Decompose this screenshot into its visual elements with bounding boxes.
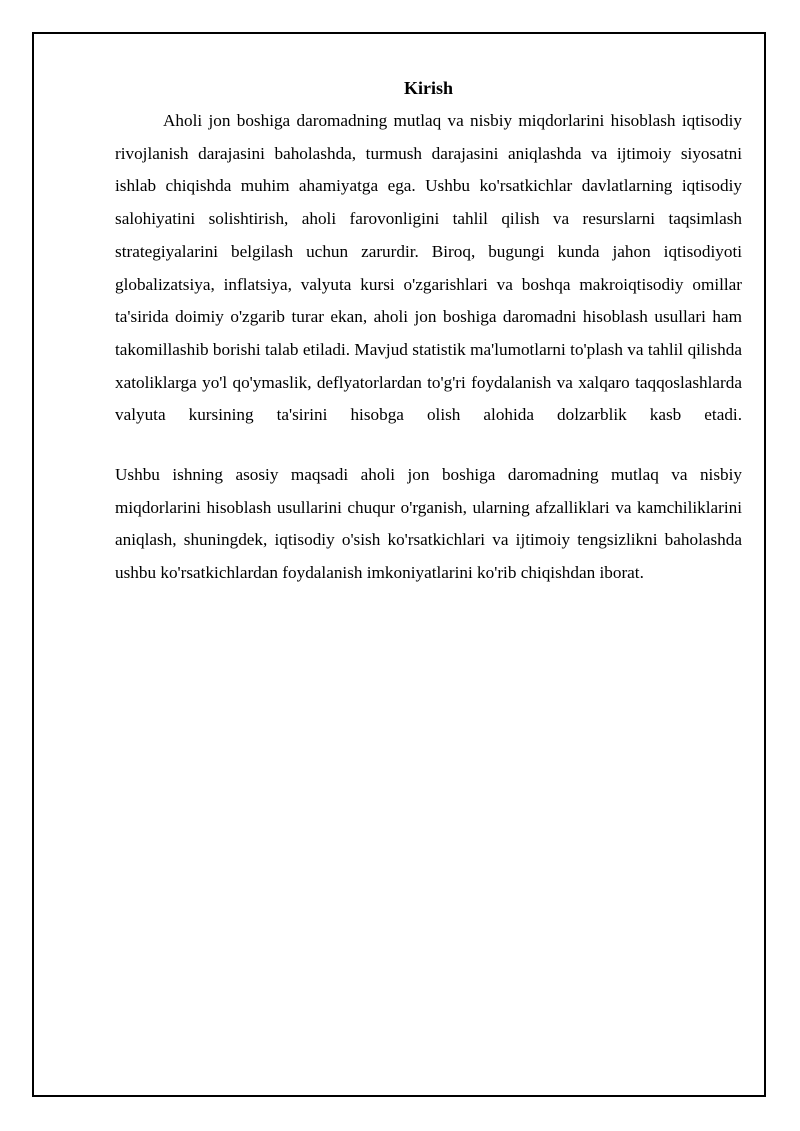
document-title: Kirish bbox=[403, 78, 453, 98]
paragraph-intro: Aholi jon boshiga daromadning mutlaq va nisbiy miqdorlarini hisoblash iqtisodiy rivojlanish darajasini baholashda, turmush darajasini aniqlashda va ijtimoiy siyosatni ishlab chiqishda muhim ahamiyatga ega. Ushbu ko'rsatkichlar davlatlarning iqtisodiy salohiyatini solishtirish, aholi farovonligini tahlil qilish va resurslarni taqsimlash strategiyalarini belgilash uchun zarurdir. Biroq, bugungi kunda jahon iqtisodiyoti globalizatsiya, inflatsiya, valyuta kursi o'zgarishlari va boshqa makroiqtisodiy omillar ta'sirida doimiy o'zgarib turar ekan, aholi jon boshiga daromadni hisoblash usullari ham takomillashib borishi talab etiladi. Mavjud statistik ma'lumotlarni to'plash va tahlil qilishda xatoliklarga yo'l qo'ymaslik, deflyatorlardan to'g'ri foydalanish va xalqaro taqqoslashlarda valyuta kursining ta'sirini hisobga olish alohida dolzarblik kasb etadi. bbox=[115, 111, 742, 425]
paragraph-goal: Ushbu ishning asosiy maqsadi aholi jon boshiga daromadning mutlaq va nisbiy miqdorlarini hisoblash usullarini chuqur o'rganish, ularning afzalliklari va kamchiliklarini aniqlash, shuningdek, iqtisodiy o'sish ko'rsatkichlari va ijtimoiy tengsizlikni baholashda ushbu ko'rsatkichlardan foydalanish imkoniyatlarini ko'rib chiqishdan iborat. bbox=[115, 465, 742, 583]
document-body bbox=[115, 76, 742, 590]
